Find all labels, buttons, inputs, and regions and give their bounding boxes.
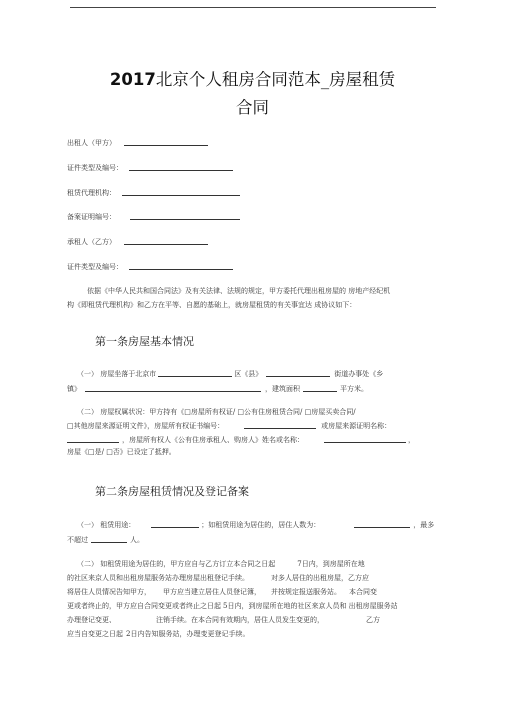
field-id-type-2 bbox=[67, 262, 233, 271]
s1-p2-line-1: （二） 房屋权属状况：甲方持有《□房屋所有权证/ □公有住房租赁合同/ □房屋买卖合同/ bbox=[77, 408, 356, 416]
s1-p1-line-1: （一） 房屋坐落于北京市 区《县》 街道办事处《乡 bbox=[77, 370, 384, 378]
blank-line[interactable] bbox=[129, 163, 233, 171]
page-title bbox=[0, 66, 505, 90]
top-rule bbox=[70, 7, 436, 8]
field-agency bbox=[67, 188, 240, 197]
blank-line[interactable] bbox=[129, 262, 233, 270]
blank-line[interactable] bbox=[303, 384, 337, 392]
blank-line[interactable] bbox=[324, 435, 406, 443]
blank-line[interactable] bbox=[158, 369, 232, 377]
section-2-heading: 第二条房屋租赁情况及登记备案 bbox=[95, 485, 249, 498]
s2-p1-line-1: （一） 租赁用途： ；如租赁用途为居住的，居住人数为： ，最多 bbox=[77, 521, 435, 529]
blank-line[interactable] bbox=[266, 369, 330, 377]
s2-p2-line-3: 将居住人员情况告知甲方， 甲方应当建立居住人员登记簿， 并按规定报送服务站。 本合同变 bbox=[67, 588, 377, 596]
field-filing-number bbox=[67, 212, 240, 221]
blank-line[interactable] bbox=[85, 384, 261, 392]
field-label: 证件类型及编号： bbox=[67, 164, 123, 172]
blank-line[interactable] bbox=[354, 520, 410, 528]
blank-line[interactable] bbox=[67, 435, 119, 443]
blank-line[interactable] bbox=[244, 421, 316, 429]
intro-line-1: 依据《中华人民共和国合同法》及有关法律、法规的规定，甲方委托代理出租房屋的 房地产经纪机 bbox=[87, 287, 391, 295]
field-label: 承租人（乙方） bbox=[67, 238, 116, 246]
s1-p2-line-3: ，房屋所有权人《公有住房承租人、购房人》姓名或名称： ， bbox=[67, 435, 415, 444]
field-id-type-1 bbox=[67, 163, 233, 172]
s2-p2-line-6: 应当自变更之日起 2日内告知服务站，办理变更登记手续。 bbox=[67, 630, 250, 638]
field-lessee bbox=[67, 237, 208, 246]
s2-p2-line-4: 更或者终止的，甲方应自合同变更或者终止之日起 5日内，到房屋所在地的社区来京人员和 出租房屋服务站 bbox=[67, 602, 398, 610]
s1-p2-line-4: 房屋《□是/ □否》已设定了抵押。 bbox=[67, 448, 176, 456]
s2-p1-line-2: 不超过 人。 bbox=[67, 536, 144, 544]
s2-p2-line-2: 的社区来京人员和出租房屋服务站办理房屋出租登记手续。 对多人居住的出租房屋，乙方应 bbox=[67, 574, 369, 582]
field-lessor bbox=[67, 138, 208, 147]
blank-line[interactable] bbox=[124, 138, 208, 146]
blank-line[interactable] bbox=[130, 212, 240, 220]
s2-p2-line-1: （二） 如租赁用途为居住的，甲方应自与乙方订立本合同之日起 7日内，到房屋所在地 bbox=[77, 560, 365, 568]
field-label: 备案证明编号： bbox=[67, 213, 116, 221]
blank-line[interactable] bbox=[151, 520, 199, 528]
field-label: 证件类型及编号： bbox=[67, 263, 123, 271]
s1-p2-line-2: □其他房屋来源证明文件》，房屋所有权证书编号： 或房屋来源证明名称： bbox=[67, 422, 392, 430]
title-year: 2017 bbox=[109, 70, 156, 89]
title-text: 北京个人租房合同范本_房屋租赁 bbox=[155, 70, 396, 89]
blank-line[interactable] bbox=[124, 237, 208, 245]
page-title-line2: 合同 bbox=[236, 98, 269, 117]
field-label: 租赁代理机构： bbox=[67, 189, 116, 197]
blank-line[interactable] bbox=[122, 188, 240, 196]
s2-p2-line-5: 办理登记变更、 注销手续。在本合同有效期内，居住人员发生变更的， 乙方 bbox=[67, 616, 380, 624]
field-label: 出租人（甲方） bbox=[67, 139, 116, 147]
section-1-heading: 第一条房屋基本情况 bbox=[95, 335, 194, 348]
blank-line[interactable] bbox=[91, 535, 127, 543]
intro-line-2: 构《即租赁代理机构》和乙方在平等、自愿的基础上，就房屋租赁的有关事宜达 成协议如下： bbox=[67, 301, 357, 309]
s1-p1-line-2: 镇》 ，建筑面积 平方米。 bbox=[67, 385, 368, 393]
